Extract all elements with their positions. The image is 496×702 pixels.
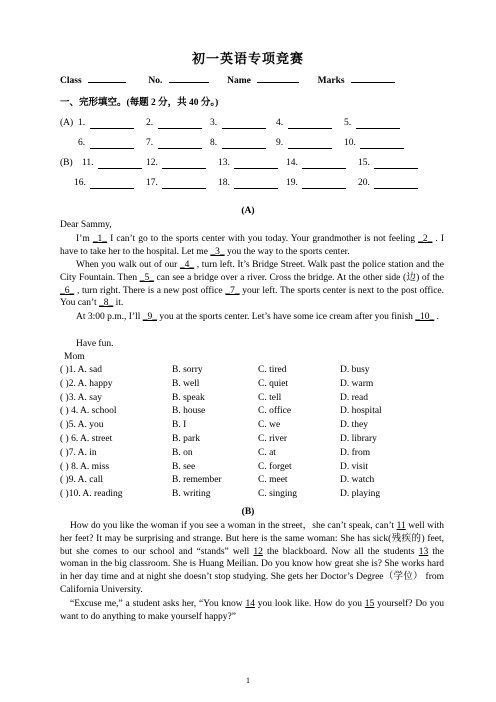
blank-7: _7_ [225,285,240,296]
option-row [60,419,444,432]
option-row [60,461,444,474]
no-label: No. [148,76,163,86]
passage-b-paragraph-2 [60,598,444,624]
blank-1: _1_ [92,234,108,244]
blank-13: 13 [418,546,429,557]
text-run: At 3:00 p.m., I’ll [76,312,143,322]
text-run: the woman in the big classroom. She is Huang Meilian. Do you know how great she is? She works hard in her day time and at night she doesn’t stop studying. She gets her Doctor’s Degree（学位） from California University. [60,546,445,596]
text-run: you at the sports center. Let’s have some ice cream after you finish [159,312,416,322]
blank-10: _10_ [415,312,435,322]
question-option-a: ( ) 8. A. miss [60,461,110,472]
answer-number: 10. [344,138,356,148]
answer-blank-field[interactable] [234,168,278,169]
answer-number: 14. [286,158,298,168]
answer-row [60,117,460,131]
answer-blank-field[interactable] [356,128,400,129]
question-option: D. visit [340,461,368,472]
passage-a-paragraph-2 [60,259,444,310]
text-run: it. [115,298,124,309]
question-option-a: ( )10. A. reading [60,489,123,500]
passage-a-signature: Mom [64,352,85,362]
question-option: D. hospital [340,406,382,417]
question-option: B. remember [172,475,222,486]
answer-number: 13. [218,158,230,168]
question-option: D. library [340,434,377,444]
question-option: C. quiet [258,378,289,389]
question-option-a: ( )9. A. call [60,475,104,486]
answer-row-prefix: (B) [60,158,73,168]
blank-3: _3_ [210,246,225,257]
question-option: D. warm [340,378,374,389]
marks-field[interactable] [351,72,395,83]
answer-blank-field[interactable] [288,148,332,149]
question-option: C. we [258,420,281,431]
text-run: , turn left. It’s Bridge Street. Walk past the police station and the City Fountain. Then [60,260,445,283]
question-option: B. writing [172,489,211,500]
page-number: 1 [246,676,250,685]
question-option: B. speak [172,392,205,403]
question-option-a: ( )1. A. sad [60,365,102,375]
question-option: C. river [258,434,288,444]
answer-number: 12. [146,158,158,168]
no-field[interactable] [169,72,209,83]
question-option: C. tell [258,392,282,403]
blank-15: 15 [364,599,375,609]
answer-blank-field[interactable] [90,148,134,149]
blank-2: _2_ [418,234,433,244]
text-run: your left. The sports center is next to the post office. You can’t [60,285,445,309]
text-run: can see a bridge over a river. Cross the bridge. At the other side (边) of the [156,272,445,283]
answer-number: 11. [82,158,94,168]
question-option: C. tired [258,365,287,375]
answer-number: 15. [358,158,370,168]
blank-12: 12 [253,546,263,557]
answer-blank-field[interactable] [222,128,266,129]
text-run: How do you like the woman if you see a woman in the street，she can’t speak, can’t [70,521,395,531]
answer-blank-field[interactable] [234,188,278,189]
answer-blank-field[interactable] [302,188,346,189]
answer-number: 9. [276,138,284,148]
question-option: B. I [172,420,187,431]
passage-a-paragraph-3 [60,311,444,324]
question-option: C. office [258,406,292,417]
question-option: D. playing [340,489,381,500]
answer-blank-field[interactable] [162,168,206,169]
answer-row [60,157,460,171]
text-run: yourself? Do you want to do anything to make yourself happy?” [60,599,445,622]
class-label: Class [60,76,82,86]
question-option: B. on [172,447,193,458]
question-option: C. forget [258,461,292,472]
text-run: you look like. How do you [257,599,365,609]
passage-a-heading: (A) [241,206,255,216]
answer-row [60,137,460,151]
blank-11: 11 [396,521,406,531]
question-option-a: ( )3. A. say [60,392,102,403]
question-option: D. they [340,420,368,431]
question-option-a: ( )5. A. you [60,420,104,431]
answer-blank-field[interactable] [374,188,418,189]
passage-a-greeting: Dear Sammy, [60,220,112,230]
text-run: When you walk out of our [76,260,180,270]
text-run: you the way to the sports center. [227,246,350,257]
question-option-a: ( ) 6. A. street [60,434,113,444]
answer-number: 2. [146,118,154,128]
question-option-a: ( )2. A. happy [60,378,113,389]
answer-row [60,177,460,191]
question-option: D. read [340,392,368,403]
option-row [60,488,444,501]
answer-number: 6. [78,138,86,148]
answer-number: 19. [286,178,298,188]
answer-blank-field[interactable] [90,128,134,129]
marks-label: Marks [317,76,345,86]
question-option: D. watch [340,475,375,486]
answer-blank-field[interactable] [360,148,404,149]
option-row [60,392,444,405]
text-run: I’m [76,234,90,244]
text-run: . [436,312,440,322]
blank-8: _8_ [98,298,114,309]
answer-number: 17. [146,178,158,188]
student-info-row [60,72,395,88]
answer-number: 7. [146,138,154,148]
passage-a-closing: Have fun. [76,339,114,349]
section-heading: 一、完形填空。(每题 2 分，共 40 分。) [60,98,219,108]
blank-5: _5_ [139,272,154,283]
answer-number: 5. [344,118,352,128]
question-option: B. sorry [172,365,203,375]
question-option: D. busy [340,365,370,375]
answer-number: 1. [78,118,86,128]
answer-number: 8. [210,138,218,148]
answer-number: 16. [74,178,86,188]
question-option: C. meet [258,475,288,486]
answer-number: 20. [358,178,370,188]
passage-b-paragraph-1 [60,520,444,597]
text-run: , turn right. There is a new post office [76,285,226,296]
question-option: C. at [258,447,276,458]
name-label: Name [227,76,251,86]
question-option: B. see [172,461,196,472]
question-option: B. well [172,378,200,389]
question-option: D. from [340,447,371,458]
text-run: well with her feet? It may be surprising and strange. But here is the same woman: She has sick(残疾的) feet, but she comes to our school and “stands” well [60,521,445,557]
answer-blank-field[interactable] [374,168,418,169]
answer-number: 4. [276,118,284,128]
name-field[interactable] [257,72,299,83]
option-row [60,378,444,391]
answer-blank-field[interactable] [98,168,142,169]
option-row [60,364,444,377]
text-run: “Excuse me,” a student asks her, “You know [70,599,246,609]
passage-a-paragraph-1 [60,233,444,259]
answer-blank-field[interactable] [158,148,202,149]
question-option-a: ( ) 4. A. school [60,406,117,417]
question-option-a: ( )7. A. in [60,447,97,458]
answer-blank-field[interactable] [162,188,206,189]
answer-blank-field[interactable] [288,128,332,129]
option-row [60,405,444,418]
passage-b-heading: (B) [241,507,255,517]
answer-row-prefix: (A) [60,118,74,128]
blank-6: _6_ [60,285,75,296]
blank-14: 14 [245,599,255,609]
text-run: the blackboard. Now all the students [267,546,419,557]
class-field[interactable] [88,72,126,83]
blank-9: _9_ [142,312,158,322]
blank-4: _4_ [179,260,195,270]
question-option: C. singing [258,489,298,500]
option-row [60,474,444,487]
answer-blank-field[interactable] [158,128,202,129]
question-option: B. house [172,406,206,417]
option-row [60,447,444,460]
question-option: B. park [172,434,200,444]
text-run: . I have to take her to the hospital. Let me [60,234,445,257]
answer-number: 3. [210,118,218,128]
option-row [60,433,444,446]
answer-blank-field[interactable] [302,168,346,169]
page-title: 初一英语专项竞赛 [191,51,304,66]
text-run: I can’t go to the sports center with you today. Your grandmother is not feeling [110,234,419,244]
answer-number: 18. [218,178,230,188]
answer-blank-field[interactable] [222,148,266,149]
answer-blank-field[interactable] [90,188,134,189]
